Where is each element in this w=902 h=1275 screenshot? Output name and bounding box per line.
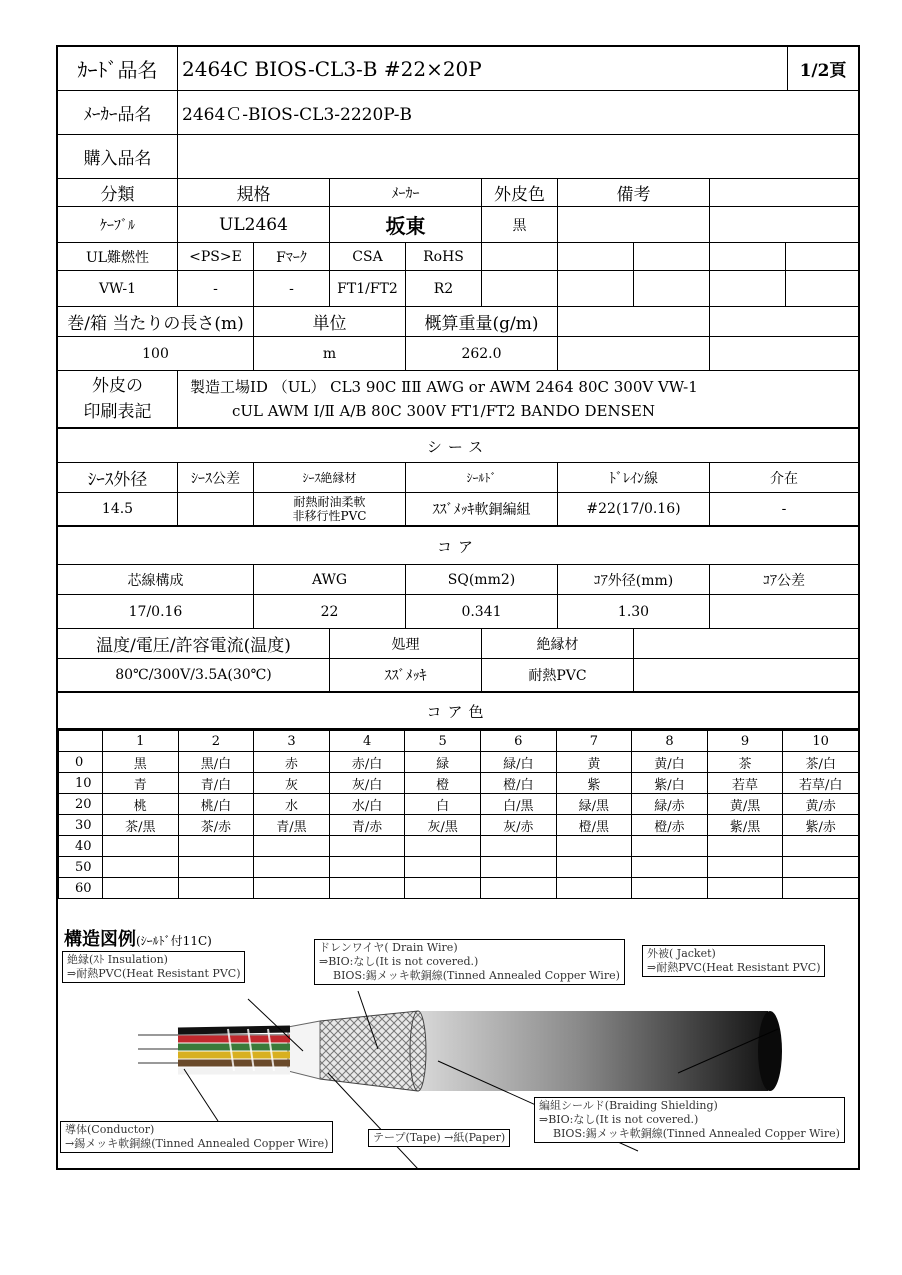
rating-header: 温度/電圧/許容電流(温度) bbox=[58, 629, 330, 658]
blank-cell bbox=[710, 179, 858, 206]
printing-line-1: 製造工場ID （UL） CL3 90C ⅡⅡ AWG or AWM 2464 80C 300V VW-1 bbox=[190, 378, 698, 396]
core-tol-value bbox=[710, 595, 858, 628]
remarks-value bbox=[558, 207, 710, 242]
sheath-insul-header: ｼｰｽ絶縁材 bbox=[254, 463, 406, 492]
treat-value: ｽｽﾞﾒｯｷ bbox=[330, 659, 482, 691]
color-cell bbox=[405, 836, 481, 857]
core-color-table bbox=[58, 730, 859, 899]
core-color-title: コア色 bbox=[58, 695, 858, 730]
jacket-label-2: ⇒耐熱PVC(Heat Resistant PVC) bbox=[647, 961, 821, 974]
color-row-label: 40 bbox=[59, 836, 103, 857]
rating-header-row bbox=[58, 629, 858, 659]
awg-header: AWG bbox=[254, 565, 406, 594]
spec-header-row bbox=[58, 179, 858, 207]
color-cell bbox=[405, 878, 481, 899]
color-cell: 若草/白 bbox=[783, 773, 859, 794]
standard-value: UL2464 bbox=[178, 207, 330, 242]
color-cell: 緑 bbox=[405, 752, 481, 773]
color-cell: 茶/白 bbox=[783, 752, 859, 773]
conductor-label bbox=[60, 1121, 333, 1153]
maker-header: ﾒｰｶｰ bbox=[330, 179, 482, 206]
color-cell bbox=[480, 878, 556, 899]
sheath-insul-value bbox=[254, 493, 406, 525]
insulation-label-1: 絶縁(ｽﾄ Insulation) bbox=[67, 953, 168, 966]
fmark-header: Fﾏｰｸ bbox=[254, 243, 330, 270]
weight-header: 概算重量(g/m) bbox=[406, 307, 558, 336]
blank-cell bbox=[558, 337, 710, 370]
unit-value: m bbox=[254, 337, 406, 370]
color-cell: 緑/赤 bbox=[632, 794, 708, 815]
drain-value: #22(17/0.16) bbox=[558, 493, 710, 525]
blank-cell bbox=[710, 207, 858, 242]
weight-value: 262.0 bbox=[406, 337, 558, 370]
color-cell bbox=[405, 857, 481, 878]
purchase-value bbox=[178, 135, 858, 178]
unit-header: 単位 bbox=[254, 307, 406, 336]
insul-header: 絶縁材 bbox=[482, 629, 634, 658]
drain-label-2: ⇒BIO:なし(It is not covered.) bbox=[319, 955, 479, 968]
color-row bbox=[59, 794, 859, 815]
core-tol-header: ｺｱ公差 bbox=[763, 572, 805, 589]
color-cell bbox=[707, 836, 783, 857]
color-cell: 橙 bbox=[405, 773, 481, 794]
color-row-label: 60 bbox=[59, 878, 103, 899]
blank-cell bbox=[786, 271, 858, 306]
blank-cell bbox=[558, 271, 634, 306]
braid-label bbox=[534, 1097, 845, 1143]
blank-cell bbox=[558, 307, 710, 336]
jacket-label bbox=[642, 945, 825, 977]
core-od-header: ｺｱ外径(mm) bbox=[558, 565, 710, 594]
drain-label-1: ドレンワイヤ( Drain Wire) bbox=[319, 941, 458, 954]
color-cell: 茶/赤 bbox=[178, 815, 254, 836]
spec-sheet bbox=[56, 45, 860, 1170]
printing-line-2: cUL AWM Ⅰ/Ⅱ A/B 80C 300V FT1/FT2 BANDO DENSEN bbox=[232, 402, 655, 420]
color-row-label: 20 bbox=[59, 794, 103, 815]
color-row bbox=[59, 857, 859, 878]
cert-header-row bbox=[58, 243, 858, 271]
color-cell bbox=[707, 857, 783, 878]
color-cell: 青/白 bbox=[178, 773, 254, 794]
diagram-title-main: 構造図例 bbox=[64, 929, 136, 950]
sheath-header-row bbox=[58, 463, 858, 493]
insulation-label bbox=[62, 951, 245, 983]
printing-label-1: 外皮の bbox=[92, 376, 143, 396]
csa-header: CSA bbox=[330, 243, 406, 270]
jacket-color-value: 黒 bbox=[482, 207, 558, 242]
color-cell: 緑/黒 bbox=[556, 794, 632, 815]
color-row-label: 50 bbox=[59, 857, 103, 878]
color-col-header: 1 bbox=[103, 731, 179, 752]
jacket-end bbox=[758, 1011, 782, 1091]
color-cell bbox=[329, 857, 405, 878]
color-cell: 黄/黒 bbox=[707, 794, 783, 815]
color-cell: 桃 bbox=[103, 794, 179, 815]
color-cell bbox=[178, 878, 254, 899]
color-cell: 灰/白 bbox=[329, 773, 405, 794]
color-col-header: 3 bbox=[254, 731, 330, 752]
pse-header: <PS>E bbox=[178, 243, 254, 270]
sheath-tol-value bbox=[178, 493, 254, 525]
color-cell: 桃/白 bbox=[178, 794, 254, 815]
color-cell bbox=[556, 857, 632, 878]
color-cell bbox=[329, 878, 405, 899]
corner-cell bbox=[59, 731, 103, 752]
drain-header: ﾄﾞﾚｲﾝ線 bbox=[558, 463, 710, 492]
color-cell: 紫/赤 bbox=[783, 815, 859, 836]
maker-part-value: 2464Ｃ-BIOS-CL3-2220P-B bbox=[182, 105, 413, 125]
core-header-row bbox=[58, 565, 858, 595]
color-cell: 水 bbox=[254, 794, 330, 815]
color-cell bbox=[480, 836, 556, 857]
color-cell: 紫/白 bbox=[632, 773, 708, 794]
tape-label: テープ(Tape) →紙(Paper) bbox=[368, 1129, 510, 1147]
braid-label-1: 編組シールド(Braiding Shielding) bbox=[539, 1099, 718, 1112]
color-cell: 紫/黒 bbox=[707, 815, 783, 836]
color-cell bbox=[103, 878, 179, 899]
rating-value-row bbox=[58, 659, 858, 693]
printing-text bbox=[178, 371, 858, 427]
color-cell bbox=[254, 878, 330, 899]
color-cell: 橙/黒 bbox=[556, 815, 632, 836]
color-col-header: 9 bbox=[707, 731, 783, 752]
color-cell: 灰/赤 bbox=[480, 815, 556, 836]
maker-part-row bbox=[58, 91, 858, 135]
color-cell bbox=[103, 857, 179, 878]
csa-value: FT1/FT2 bbox=[330, 271, 406, 306]
blank-cell bbox=[634, 629, 858, 658]
fmark-value: - bbox=[254, 271, 330, 306]
class-value: ｹｰﾌﾞﾙ bbox=[58, 207, 178, 242]
maker-value: 坂東 bbox=[330, 207, 482, 242]
class-header: 分類 bbox=[58, 179, 178, 206]
color-cell: 黄/白 bbox=[632, 752, 708, 773]
purchase-label: 購入品名 bbox=[58, 135, 178, 178]
color-cell bbox=[556, 878, 632, 899]
color-row bbox=[59, 878, 859, 899]
length-value: 100 bbox=[58, 337, 254, 370]
color-cell: 茶 bbox=[707, 752, 783, 773]
remarks-header: 備考 bbox=[558, 179, 710, 206]
blank-cell bbox=[786, 243, 858, 270]
blank-cell bbox=[634, 659, 858, 691]
sheath-title: シース bbox=[58, 431, 858, 463]
shield-header: ｼｰﾙﾄﾞ bbox=[406, 463, 558, 492]
color-col-header: 4 bbox=[329, 731, 405, 752]
color-cell: 茶/黒 bbox=[103, 815, 179, 836]
color-cell: 紫 bbox=[556, 773, 632, 794]
printing-label bbox=[58, 371, 178, 427]
drain-label bbox=[314, 939, 625, 985]
insul-value: 耐熱PVC bbox=[482, 659, 634, 691]
color-row-label: 10 bbox=[59, 773, 103, 794]
blank-cell bbox=[634, 271, 710, 306]
drain-label-3: BIOS:錫メッキ軟銅線(Tinned Annealed Copper Wire) bbox=[333, 969, 620, 982]
maker-part-label: ﾒｰｶｰ品名 bbox=[58, 91, 178, 134]
color-cell: 黒/白 bbox=[178, 752, 254, 773]
color-col-header: 7 bbox=[556, 731, 632, 752]
jacket-shape bbox=[418, 1011, 774, 1091]
color-cell: 水/白 bbox=[329, 794, 405, 815]
blank-cell bbox=[710, 337, 858, 370]
color-cell bbox=[329, 836, 405, 857]
filler-header: 介在 bbox=[770, 470, 798, 487]
color-cell bbox=[254, 857, 330, 878]
jacket-color-header: 外皮色 bbox=[482, 179, 558, 206]
structure-diagram bbox=[58, 911, 858, 1168]
blank-cell bbox=[558, 243, 634, 270]
color-row bbox=[59, 815, 859, 836]
sheath-insul-line-2: 非移行性PVC bbox=[292, 509, 367, 523]
color-cell bbox=[480, 857, 556, 878]
strand-value: 17/0.16 bbox=[58, 595, 254, 628]
length-header: 巻/箱 当たりの長さ(m) bbox=[58, 307, 254, 336]
color-cell: 灰 bbox=[254, 773, 330, 794]
card-name-row bbox=[58, 47, 858, 91]
conductor-label-1: 導体(Conductor) bbox=[65, 1123, 155, 1136]
blank-cell bbox=[634, 243, 710, 270]
sheath-tol-header: ｼｰｽ公差 bbox=[178, 463, 254, 492]
color-cell bbox=[632, 878, 708, 899]
color-cell: 橙/白 bbox=[480, 773, 556, 794]
diagram-subtitle: (ｼｰﾙﾄﾞ付11C) bbox=[136, 934, 212, 948]
purchase-row bbox=[58, 135, 858, 179]
strand-header: 芯線構成 bbox=[58, 565, 254, 594]
color-col-header: 2 bbox=[178, 731, 254, 752]
color-row bbox=[59, 752, 859, 773]
treat-header: 処理 bbox=[330, 629, 482, 658]
wire-bundle bbox=[138, 1029, 290, 1071]
insulation-label-2: ⇒耐熱PVC(Heat Resistant PVC) bbox=[67, 967, 241, 980]
color-row bbox=[59, 836, 859, 857]
core-title: コア bbox=[58, 529, 858, 565]
color-cell bbox=[556, 836, 632, 857]
spec-value-row bbox=[58, 207, 858, 243]
awg-value: 22 bbox=[254, 595, 406, 628]
card-name-value: 2464C BIOS-CL3-B #22×20P bbox=[178, 47, 788, 90]
blank-cell bbox=[482, 243, 558, 270]
color-cell: 緑/白 bbox=[480, 752, 556, 773]
core-od-value: 1.30 bbox=[558, 595, 710, 628]
color-row-label: 30 bbox=[59, 815, 103, 836]
core-value-row bbox=[58, 595, 858, 629]
standard-header: 規格 bbox=[178, 179, 330, 206]
page-number: 1/2頁 bbox=[799, 61, 847, 81]
braid-label-3: BIOS:錫メッキ軟銅線(Tinned Annealed Copper Wire) bbox=[553, 1127, 840, 1140]
color-cell: 黄 bbox=[556, 752, 632, 773]
color-cell: 青/赤 bbox=[329, 815, 405, 836]
color-cell: 赤/白 bbox=[329, 752, 405, 773]
sq-header: SQ(mm2) bbox=[406, 565, 558, 594]
color-cell: 橙/赤 bbox=[632, 815, 708, 836]
color-cell: 灰/黒 bbox=[405, 815, 481, 836]
sq-value: 0.341 bbox=[406, 595, 558, 628]
sheath-value-row bbox=[58, 493, 858, 527]
blank-cell bbox=[710, 243, 786, 270]
jacket-label-1: 外被( Jacket) bbox=[647, 947, 716, 960]
rohs-value: R2 bbox=[406, 271, 482, 306]
ul-header: UL難燃性 bbox=[58, 243, 178, 270]
color-col-header: 6 bbox=[480, 731, 556, 752]
qty-value-row bbox=[58, 337, 858, 371]
color-cell: 若草 bbox=[707, 773, 783, 794]
color-cell: 白/黒 bbox=[480, 794, 556, 815]
color-header-row bbox=[59, 731, 859, 752]
sheath-od-header: ｼｰｽ外径 bbox=[58, 463, 178, 492]
braid-label-2: ⇒BIO:なし(It is not covered.) bbox=[539, 1113, 699, 1126]
rohs-header: RoHS bbox=[406, 243, 482, 270]
color-cell bbox=[783, 878, 859, 899]
card-name-label: ｶｰﾄﾞ品名 bbox=[58, 47, 178, 90]
printing-row bbox=[58, 371, 858, 429]
color-cell bbox=[178, 836, 254, 857]
sheath-insul-line-1: 耐熱耐油柔軟 bbox=[293, 495, 366, 509]
color-row bbox=[59, 773, 859, 794]
filler-value: - bbox=[781, 501, 787, 517]
blank-cell bbox=[710, 271, 786, 306]
color-cell bbox=[632, 836, 708, 857]
printing-label-2: 印刷表記 bbox=[83, 402, 152, 422]
color-col-header: 10 bbox=[783, 731, 859, 752]
conductor-label-2: →錫メッキ軟銅線(Tinned Annealed Copper Wire) bbox=[65, 1137, 329, 1150]
color-col-header: 5 bbox=[405, 731, 481, 752]
color-cell bbox=[707, 878, 783, 899]
rating-value: 80℃/300V/3.5A(30℃) bbox=[58, 659, 330, 691]
color-cell bbox=[254, 836, 330, 857]
blank-cell bbox=[710, 307, 858, 336]
color-cell bbox=[783, 857, 859, 878]
pse-value: - bbox=[178, 271, 254, 306]
blank-cell bbox=[482, 271, 558, 306]
color-cell: 青 bbox=[103, 773, 179, 794]
qty-header-row bbox=[58, 307, 858, 337]
color-row-label: 0 bbox=[59, 752, 103, 773]
tape-shape bbox=[288, 1021, 320, 1079]
color-cell bbox=[632, 857, 708, 878]
color-cell: 赤 bbox=[254, 752, 330, 773]
color-cell: 黒 bbox=[103, 752, 179, 773]
color-col-header: 8 bbox=[632, 731, 708, 752]
color-cell: 黄/赤 bbox=[783, 794, 859, 815]
ul-value: VW-1 bbox=[58, 271, 178, 306]
color-cell bbox=[103, 836, 179, 857]
color-cell bbox=[178, 857, 254, 878]
color-cell bbox=[783, 836, 859, 857]
shield-value: ｽｽﾞﾒｯｷ軟銅編組 bbox=[406, 493, 558, 525]
color-cell: 青/黒 bbox=[254, 815, 330, 836]
color-cell: 白 bbox=[405, 794, 481, 815]
cert-value-row bbox=[58, 271, 858, 307]
sheath-od-value: 14.5 bbox=[58, 493, 178, 525]
